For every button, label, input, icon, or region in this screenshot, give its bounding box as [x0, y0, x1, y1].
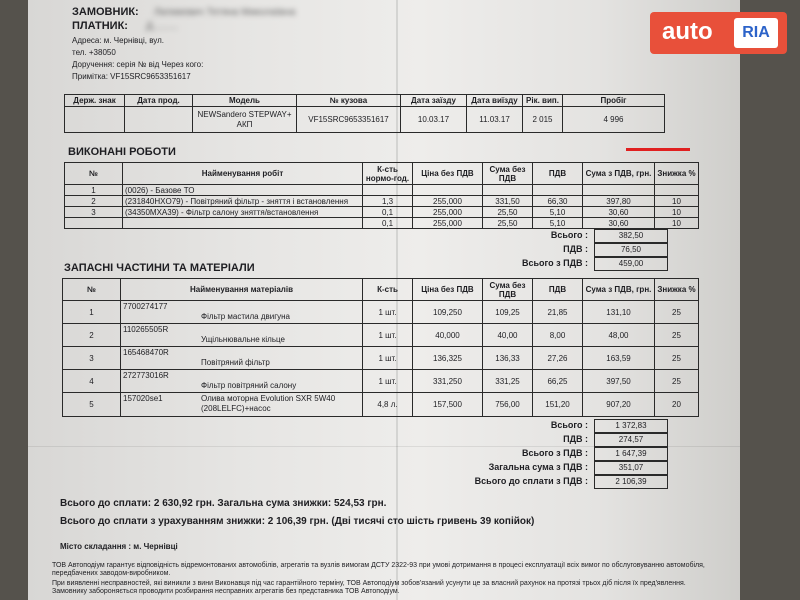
parts-cell: 40,000: [413, 324, 483, 347]
vehicle-cell: 11.03.17: [467, 107, 523, 133]
parts-cell: 1 шт.: [363, 370, 413, 393]
works-cell: (0026) - Базове ТО: [123, 185, 363, 196]
parts-cell: 136,325: [413, 347, 483, 370]
vehicle-cell: [65, 107, 125, 133]
works-header: ПДВ: [533, 163, 583, 185]
works-cell: 255,000: [413, 218, 483, 229]
works-cell: (34350MXA39) - Фільтр салону зняття/встановлення: [123, 207, 363, 218]
works-cell: [483, 185, 533, 196]
works-cell: 10: [655, 196, 699, 207]
parts-name-cell: [121, 347, 363, 370]
works-cell: 25,50: [483, 207, 533, 218]
part-code: 7700274177: [123, 302, 168, 311]
works-cell: [655, 185, 699, 196]
works-cell: 5,10: [533, 218, 583, 229]
works-cell: (231840HXO79) - Повітряний фільтр - зняття і встановлення: [123, 196, 363, 207]
parts-cell: 907,20: [583, 393, 655, 417]
works-header: Знижка %: [655, 163, 699, 185]
parts-cell: 109,25: [483, 301, 533, 324]
table-row: [65, 218, 699, 229]
invoice-document: [28, 0, 740, 600]
parts-header: ПДВ: [533, 279, 583, 301]
place-of-issue: Місто складання : м. Чернівці: [60, 542, 178, 551]
works-header: Сума з ПДВ, грн.: [583, 163, 655, 185]
works-cell: [65, 218, 123, 229]
part-code: 110265505R: [123, 325, 169, 334]
parts-title: ЗАПАСНІ ЧАСТИНИ ТА МАТЕРІАЛИ: [64, 262, 255, 274]
phone-line: тел. +38050: [72, 48, 116, 57]
vehicle-header: Дата прод.: [125, 95, 193, 107]
works-header: Ціна без ПДВ: [413, 163, 483, 185]
summary-line-2: Всього до сплати з урахуванням знижки: 2 106,39 грн. (Дві тисячі сто шість гривень 39 копійок): [60, 516, 535, 527]
vehicle-cell: 10.03.17: [401, 107, 467, 133]
table-row: [65, 185, 699, 196]
parts-table: [62, 278, 699, 417]
parts-cell: 5: [63, 393, 121, 417]
parts-cell: 1: [63, 301, 121, 324]
customer-value: Лиликевич Тетяна Миколаївна: [154, 7, 296, 18]
part-name: Олива моторна Evolution SXR 5W40 (208LELFC)+насос: [201, 394, 336, 413]
parts-total-label: Всього :: [550, 420, 588, 430]
works-vat-value: 76,50: [594, 243, 668, 257]
works-cell: [583, 185, 655, 196]
vehicle-header: Дата виїзду: [467, 95, 523, 107]
works-cell: [363, 185, 413, 196]
vehicle-table: [64, 94, 665, 133]
works-header: №: [65, 163, 123, 185]
works-total-value: 382,50: [594, 229, 668, 243]
works-cell: 1: [65, 185, 123, 196]
table-row: [65, 207, 699, 218]
parts-header: Сума з ПДВ, грн.: [583, 279, 655, 301]
works-cell: 30,60: [583, 218, 655, 229]
parts-cell: 20: [655, 393, 699, 417]
parts-cell: 331,250: [413, 370, 483, 393]
parts-cell: 397,50: [583, 370, 655, 393]
works-cell: 1,3: [363, 196, 413, 207]
payer-label: ПЛАТНИК:: [72, 20, 128, 32]
auto-ria-logo: [650, 12, 787, 54]
parts-cell: 40,00: [483, 324, 533, 347]
works-cell: 25,50: [483, 218, 533, 229]
parts-cell: 25: [655, 347, 699, 370]
overall-sum-value: 351,07: [594, 461, 668, 475]
parts-cell: 48,00: [583, 324, 655, 347]
vehicle-header: Держ. знак: [65, 95, 125, 107]
works-grand-label: Всього з ПДВ :: [521, 258, 588, 268]
part-code: 272773016R: [123, 371, 169, 380]
vehicle-cell: NEWSandero STEPWAY+ АКП: [193, 107, 297, 133]
parts-name-cell: [121, 370, 363, 393]
vehicle-header: Рік. вип.: [523, 95, 563, 107]
works-grand-value: 459,00: [594, 257, 668, 271]
total-payable-label: Всього до сплати з ПДВ :: [474, 476, 588, 486]
table-row: [63, 301, 699, 324]
works-cell: 10: [655, 207, 699, 218]
works-header: Найменування робіт: [123, 163, 363, 185]
table-row: [65, 196, 699, 207]
vehicle-cell: 4 996: [563, 107, 665, 133]
parts-cell: 4,8 л.: [363, 393, 413, 417]
parts-cell: 756,00: [483, 393, 533, 417]
parts-cell: 157,500: [413, 393, 483, 417]
authorization-line: Доручення: серія № від Через кого:: [72, 60, 204, 69]
parts-cell: 109,250: [413, 301, 483, 324]
works-cell: 0,1: [363, 207, 413, 218]
summary-line-1: Всього до сплати: 2 630,92 грн. Загальна сума знижки: 524,53 грн.: [60, 498, 387, 509]
part-name: Фільтр повітряний салону: [201, 381, 297, 390]
logo-text: auto: [662, 18, 713, 45]
vehicle-cell: 2 015: [523, 107, 563, 133]
parts-cell: 8,00: [533, 324, 583, 347]
parts-cell: 2: [63, 324, 121, 347]
payer-value: Д.........: [146, 21, 178, 32]
parts-cell: 21,85: [533, 301, 583, 324]
total-payable-value: 2 106,39: [594, 475, 668, 489]
parts-cell: 66,25: [533, 370, 583, 393]
note-line: Примітка: VF15SRC9653351617: [72, 72, 191, 81]
works-cell: 5,10: [533, 207, 583, 218]
parts-cell: 25: [655, 301, 699, 324]
parts-header: К-сть: [363, 279, 413, 301]
parts-header: №: [63, 279, 121, 301]
works-cell: 66,30: [533, 196, 583, 207]
parts-cell: 1 шт.: [363, 347, 413, 370]
vehicle-header: Пробіг: [563, 95, 665, 107]
parts-cell: 331,25: [483, 370, 533, 393]
vehicle-header: Дата заїзду: [401, 95, 467, 107]
parts-cell: 25: [655, 370, 699, 393]
works-cell: 10: [655, 218, 699, 229]
works-cell: [123, 218, 363, 229]
parts-vat-label: ПДВ :: [563, 434, 588, 444]
works-cell: [413, 185, 483, 196]
part-name: Повітряний фільтр: [201, 358, 270, 367]
parts-header: Знижка %: [655, 279, 699, 301]
works-vat-label: ПДВ :: [563, 244, 588, 254]
parts-grand-value: 1 647,39: [594, 447, 668, 461]
parts-cell: 27,26: [533, 347, 583, 370]
mileage-highlight: [626, 148, 690, 151]
works-cell: 255,000: [413, 207, 483, 218]
warranty-text-2: При виявленні несправностей, які виникли з вини Виконавця під час гарантійного терміну, ТОВ Автоподіум зобов'язаний усунути це за власний рахунок на протязі трьох діб після їх пред'явлення. Замовнику забороняється проводити розбирання несправних агрегатів без представника ТОВ Автоподіум.: [52, 580, 686, 595]
parts-vat-value: 274,57: [594, 433, 668, 447]
parts-cell: 3: [63, 347, 121, 370]
part-code: 165468470R: [123, 348, 169, 357]
parts-cell: 163,59: [583, 347, 655, 370]
parts-name-cell: [121, 393, 363, 417]
parts-cell: 131,10: [583, 301, 655, 324]
parts-header: Ціна без ПДВ: [413, 279, 483, 301]
vehicle-header: № кузова: [297, 95, 401, 107]
works-header: Сума без ПДВ: [483, 163, 533, 185]
part-code: 157020se1: [123, 394, 163, 403]
table-row: [63, 347, 699, 370]
vehicle-header: Модель: [193, 95, 297, 107]
works-total-label: Всього :: [550, 230, 588, 240]
parts-cell: 25: [655, 324, 699, 347]
works-cell: 30,60: [583, 207, 655, 218]
warranty-text: ТОВ Автоподіум гарантує відповідність відремонтованих автомобілів, агрегатів та вузлів вимогам ДСТУ 2322-93 при умові дотримання в процесі експлуатації всіх вимог по обслуговуванню автомобіля, передбачених заводом-виробником.: [52, 562, 705, 577]
table-row: [63, 393, 699, 417]
parts-name-cell: [121, 324, 363, 347]
parts-cell: 1 шт.: [363, 301, 413, 324]
parts-total-value: 1 372,83: [594, 419, 668, 433]
works-cell: 397,80: [583, 196, 655, 207]
works-cell: 2: [65, 196, 123, 207]
works-cell: 3: [65, 207, 123, 218]
parts-cell: 1 шт.: [363, 324, 413, 347]
works-title: ВИКОНАНІ РОБОТИ: [68, 146, 176, 158]
address-line: Адреса: м. Чернівці, вул.: [72, 36, 165, 45]
parts-name-cell: [121, 301, 363, 324]
works-cell: 0,1: [363, 218, 413, 229]
works-header: К-сть нормо-год.: [363, 163, 413, 185]
vehicle-cell: VF15SRC9653351617: [297, 107, 401, 133]
logo-badge: RIA: [734, 18, 778, 48]
works-cell: [533, 185, 583, 196]
customer-label: ЗАМОВНИК:: [72, 6, 139, 18]
table-row: [63, 324, 699, 347]
parts-header: Сума без ПДВ: [483, 279, 533, 301]
parts-cell: 136,33: [483, 347, 533, 370]
parts-grand-label: Всього з ПДВ :: [521, 448, 588, 458]
works-cell: 255,000: [413, 196, 483, 207]
works-cell: 331,50: [483, 196, 533, 207]
parts-header: Найменування матеріалів: [121, 279, 363, 301]
parts-cell: 151,20: [533, 393, 583, 417]
overall-sum-label: Загальна сума з ПДВ :: [488, 462, 588, 472]
parts-cell: 4: [63, 370, 121, 393]
part-name: Фільтр мастила двигуна: [201, 312, 290, 321]
vehicle-cell: [125, 107, 193, 133]
part-name: Ущільнювальне кільце: [201, 335, 285, 344]
works-table: [64, 162, 699, 229]
table-row: [63, 370, 699, 393]
